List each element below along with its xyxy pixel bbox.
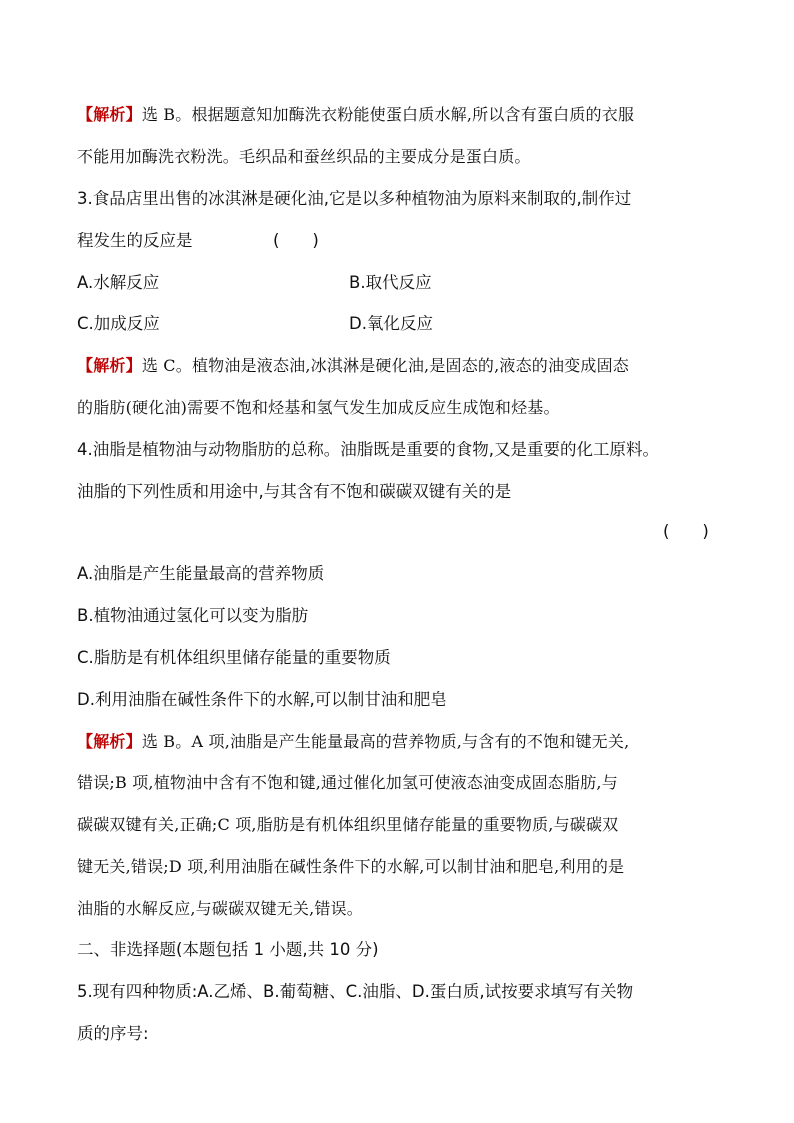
q3-stem-line-1: 3.食品店里出售的冰淇淋是硬化油,它是以多种植物油为原料来制取的,制作过 — [77, 189, 632, 208]
q2-explanation-line-2: 不能用加酶洗衣粉洗。毛织品和蚕丝织品的主要成分是蛋白质。 — [77, 147, 531, 166]
q4-explanation-line-4: 键无关,错误;D 项,利用油脂在碱性条件下的水解,可以制甘油和肥皂,利用的是 — [77, 857, 625, 876]
q4-option-d: D.利用油脂在碱性条件下的水解,可以制甘油和肥皂 — [77, 690, 447, 709]
section-heading: 二、非选择题(本题包括 1 小题,共 10 分) — [77, 940, 379, 959]
q4-option-c: C.脂肪是有机体组织里储存能量的重要物质 — [77, 648, 391, 667]
q3-explanation-text-1: 选 C。植物油是液态油,冰淇淋是硬化油,是固态的,液态的油变成固态 — [141, 356, 629, 375]
q5-stem-line-1: 5.现有四种物质:A.乙烯、B.葡萄糖、C.油脂、D.蛋白质,试按要求填写有关物 — [77, 982, 634, 1001]
analysis-tag: 【解析】 — [77, 105, 142, 124]
q3-option-c: C.加成反应 — [77, 314, 160, 333]
q3-option-a: A.水解反应 — [77, 273, 160, 292]
q5-stem-line-2: 质的序号: — [77, 1024, 149, 1043]
q3-explanation-line-1 — [77, 354, 717, 378]
q3-options-row-2 — [77, 312, 717, 336]
q4-option-b: B.植物油通过氢化可以变为脂肪 — [77, 606, 309, 625]
q4-explanation-line-5: 油脂的水解反应,与碳碳双键无关,错误。 — [77, 899, 363, 918]
q4-answer-paren: ( ) — [663, 522, 709, 541]
analysis-tag: 【解析】 — [77, 732, 142, 751]
q4-explanation-line-1 — [77, 730, 717, 754]
q4-explanation-text-1: 选 B。A 项,油脂是产生能量最高的营养物质,与含有的不饱和键无关, — [141, 732, 630, 751]
q3-options-row-1 — [77, 271, 717, 295]
q3-answer-paren: ( ) — [273, 231, 319, 250]
q2-explanation-text-1: 选 B。根据题意知加酶洗衣粉能使蛋白质水解,所以含有蛋白质的衣服 — [141, 105, 635, 124]
q4-stem-line-2: 油脂的下列性质和用途中,与其含有不饱和碳碳双键有关的是 — [77, 482, 512, 501]
analysis-tag: 【解析】 — [77, 356, 142, 375]
q3-explanation-line-2: 的脂肪(硬化油)需要不饱和烃基和氢气发生加成反应生成饱和烃基。 — [77, 398, 560, 417]
q3-option-d: D.氧化反应 — [349, 314, 433, 333]
q4-stem-line-1: 4.油脂是植物油与动物脂肪的总称。油脂既是重要的食物,又是重要的化工原料。 — [77, 440, 659, 459]
q3-stem-line-2 — [77, 229, 717, 253]
q2-explanation-line-1 — [77, 103, 717, 127]
q4-explanation-line-3: 碳碳双键有关,正确;C 项,脂肪是有机体组织里储存能量的重要物质,与碳碳双 — [77, 815, 619, 834]
q3-option-b: B.取代反应 — [349, 273, 432, 292]
q4-option-a: A.油脂是产生能量最高的营养物质 — [77, 564, 325, 583]
q3-stem-text-2: 程发生的反应是 — [77, 231, 193, 250]
q4-explanation-line-2: 错误;B 项,植物油中含有不饱和键,通过催化加氢可使液态油变成固态脂肪,与 — [77, 773, 618, 792]
